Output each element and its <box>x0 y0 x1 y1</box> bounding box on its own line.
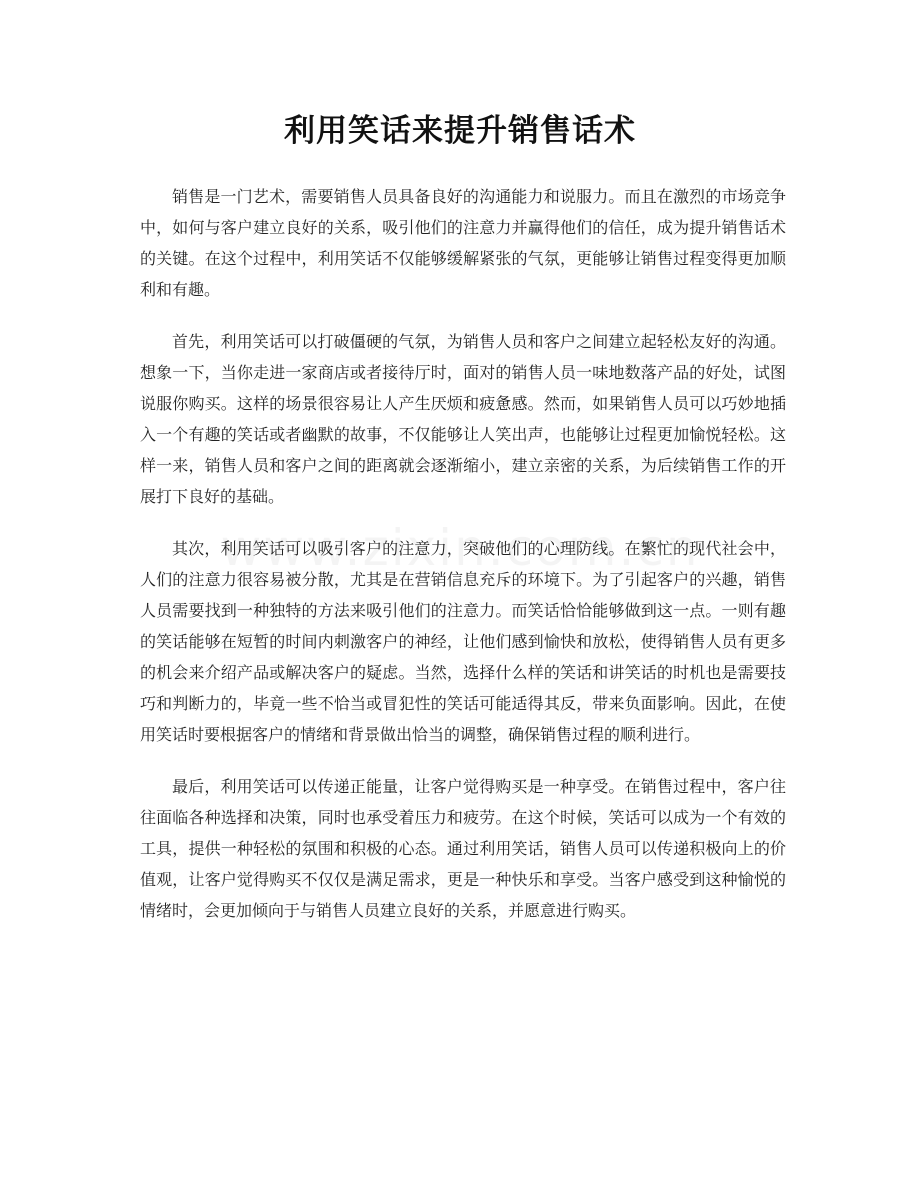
document-body <box>140 181 786 947</box>
paragraph-last: 最后，利用笑话可以传递正能量，让客户觉得购买是一种享受。在销售过程中，客户往往面临各种选择和决策，同时也承受着压力和疲劳。在这个时候，笑话可以成为一个有效的工具，提供一种轻松的氛围和积极的心态。通过利用笑话，销售人员可以传递积极向上的价值观，让客户觉得购买不仅仅是满足需求，更是一种快乐和享受。当客户感受到这种愉悦的情绪时，会更加倾向于与销售人员建立良好的关系，并愿意进行购买。 <box>140 777 786 920</box>
document-title: 利用笑话来提升销售话术 <box>284 113 636 149</box>
paragraph-second: 其次，利用笑话可以吸引客户的注意力，突破他们的心理防线。在繁忙的现代社会中，人们的注意力很容易被分散，尤其是在营销信息充斥的环境下。为了引起客户的兴趣，销售人员需要找到一种独特的方法来吸引他们的注意力。而笑话恰恰能够做到这一点。一则有趣的笑话能够在短暂的时间内刺激客户的神经，让他们感到愉快和放松，使得销售人员有更多的机会来介绍产品或解决客户的疑虑。当然，选择什么样的笑话和讲笑话的时机也是需要技巧和判断力的，毕竟一些不恰当或冒犯性的笑话可能适得其反，带来负面影响。因此，在使用笑话时要根据客户的情绪和背景做出恰当的调整，确保销售过程的顺利进行。 <box>140 539 786 744</box>
paragraph-intro: 销售是一门艺术，需要销售人员具备良好的沟通能力和说服力。而且在激烈的市场竞争中，如何与客户建立良好的关系，吸引他们的注意力并赢得他们的信任，成为提升销售话术的关键。在这个过程中，利用笑话不仅能够缓解紧张的气氛，更能够让销售过程变得更加顺利和有趣。 <box>140 187 786 299</box>
paragraph-first: 首先，利用笑话可以打破僵硬的气氛，为销售人员和客户之间建立起轻松友好的沟通。想象一下，当你走进一家商店或者接待厅时，面对的销售人员一味地数落产品的好处，试图说服你购买。这样的场景很容易让人产生厌烦和疲惫感。然而，如果销售人员可以巧妙地插入一个有趣的笑话或者幽默的故事，不仅能够让人笑出声，也能够让过程更加愉悦轻松。这样一来，销售人员和客户之间的距离就会逐渐缩小，建立亲密的关系，为后续销售工作的开展打下良好的基础。 <box>140 332 786 506</box>
